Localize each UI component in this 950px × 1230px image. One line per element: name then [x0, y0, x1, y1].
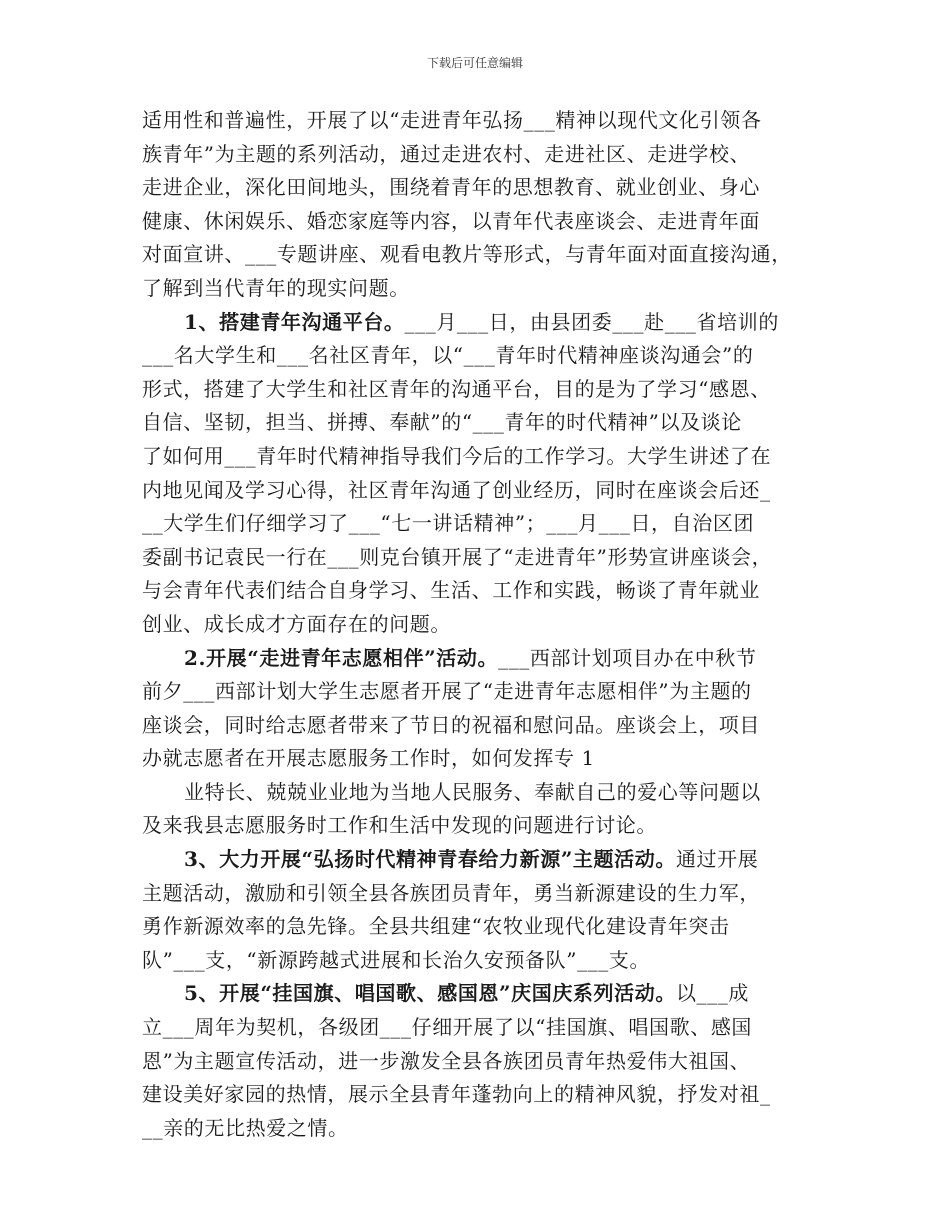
line-text: 业特长、兢兢业业地为当地人民服务、奉献自己的爱心等问题以	[184, 779, 761, 804]
text-line	[142, 205, 830, 239]
line-text: 自信、坚韧，担当、拼搏、奉献”的“___青年的时代精神”以及谈论	[142, 410, 742, 435]
text-line	[142, 541, 830, 575]
line-text: 内地见闻及学习心得，社区青年沟通了创业经历，同时在座谈会后还_	[142, 477, 771, 502]
line-text: 队”___支，“新源跨越式进展和长治久安预备队”___支。	[142, 947, 651, 972]
line-text: 恩”为主题宣传活动，进一步激发全县各族团员青年热爱伟大祖国、	[142, 1048, 751, 1073]
text-line	[142, 104, 830, 138]
text-line	[142, 440, 830, 474]
text-line	[142, 138, 830, 172]
line-text: 座谈会，同时给志愿者带来了节日的祝福和慰问品。座谈会上，项目	[142, 712, 760, 737]
line-text: __大学生们仔细学习了___“七一讲话精神”；___月___日，自治区团	[142, 511, 755, 536]
line-text: 形式，搭建了大学生和社区青年的沟通平台，目的是为了学习“感恩、	[142, 376, 771, 401]
text-line	[142, 877, 830, 911]
text-line	[142, 608, 830, 642]
text-line	[142, 171, 830, 205]
line-text: 走进企业，深化田间地头，围绕着青年的思想教育、就业创业、身心	[142, 175, 760, 200]
text-line	[142, 238, 830, 272]
page-header: 下载后可任意编辑	[426, 56, 523, 70]
text-line	[142, 944, 830, 978]
text-line	[142, 809, 830, 843]
line-text: 立___周年为契机，各级团___仔细开展了以“挂国旗、唱国歌、感国	[142, 1015, 753, 1040]
text-line	[142, 709, 830, 743]
text-line	[142, 507, 830, 541]
line-text: 办就志愿者在开展志愿服务工作时，如何发挥专 1	[142, 746, 595, 771]
line-text: 族青年”为主题的系列活动，通过走进农村、走进社区、走进学校、	[142, 141, 751, 166]
text-line	[142, 843, 830, 877]
text-line	[142, 1045, 830, 1079]
text-line	[142, 474, 830, 508]
text-line	[142, 675, 830, 709]
line-text: ___西部计划项目办在中秋节	[498, 645, 757, 670]
line-text: 建设美好家园的热情，展示全县青年蓬勃向上的精神风貌，抒发对祖_	[142, 1082, 771, 1107]
line-text: 适用性和普遍性，开展了以“走进青年弘扬___精神以现代文化引领各	[142, 108, 762, 132]
text-line	[142, 1078, 830, 1112]
text-line	[142, 306, 830, 340]
section-heading: 3、大力开展“弘扬时代精神青春给力新源”主题活动。	[184, 847, 676, 872]
text-line	[142, 406, 830, 440]
line-text: 了如何用___青年时代精神指导我们今后的工作学习。大学生讲述了在	[142, 443, 772, 468]
text-line	[142, 1011, 830, 1045]
text-line	[142, 776, 830, 810]
line-text: 以___成	[675, 981, 749, 1006]
text-line	[142, 373, 830, 407]
section-heading: 1、搭建青年沟通平台。	[184, 309, 405, 334]
line-text: __亲的无比热爱之情。	[142, 1115, 349, 1140]
line-text: ___名大学生和___名社区青年，以“___青年时代精神座谈沟通会”的	[142, 343, 754, 368]
text-line	[142, 339, 830, 373]
line-text: 健康、休闲娱乐、婚恋家庭等内容，以青年代表座谈会、走进青年面	[142, 208, 760, 233]
line-text: 主题活动，激励和引领全县各族团员青年，勇当新源建设的生力军，	[142, 880, 760, 905]
line-text: 与会青年代表们结合自身学习、生活、工作和实践，畅谈了青年就业	[142, 578, 760, 603]
text-line	[142, 574, 830, 608]
line-text: 对面宣讲、___专题讲座、观看电教片等形式，与青年面对面直接沟通，	[142, 242, 792, 267]
line-text: 通过开展	[675, 847, 759, 872]
text-line	[142, 1112, 830, 1146]
line-text: 了解到当代青年的现实问题。	[142, 275, 410, 300]
document-body	[142, 104, 830, 1145]
line-text: 勇作新源效率的急先锋。全县共组建“农牧业现代化建设青年突击	[142, 914, 730, 939]
line-text: 创业、成长成才方面存在的问题。	[142, 611, 451, 636]
section-heading: 2.开展“走进青年志愿相伴”活动。	[184, 645, 499, 670]
line-text: 前夕___西部计划大学生志愿者开展了“走进青年志愿相伴”为主题的	[142, 679, 752, 704]
section-heading: 5、开展“挂国旗、唱国歌、感国恩”庆国庆系列活动。	[184, 981, 676, 1006]
text-line	[142, 642, 830, 676]
line-text: 及来我县志愿服务时工作和生活中发现的问题进行讨论。	[142, 813, 657, 838]
line-text: 委副书记袁民一行在___则克台镇开展了“走进青年”形势宣讲座谈会，	[142, 544, 773, 569]
text-line	[142, 977, 830, 1011]
text-line	[142, 910, 830, 944]
text-line	[142, 742, 830, 776]
line-text: ___月___日，由县团委___赴___省培训的	[404, 309, 779, 334]
text-line	[142, 272, 830, 306]
